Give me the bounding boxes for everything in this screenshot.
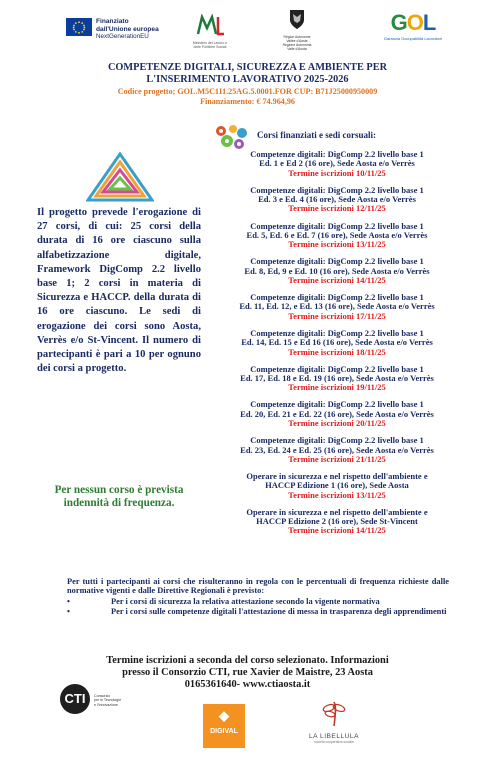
certification-notes (67, 577, 449, 616)
list-item-text: Per i corsi di sicurezza la relativa attestazione secondo la vigente normativa (111, 597, 380, 607)
course-title: Competenze digitali: DigComp 2.2 livello base 1 (250, 220, 424, 231)
bullet-icon: • (67, 597, 70, 607)
course-deadline: Termine iscrizioni 10/11/25 (288, 167, 386, 178)
course-title: Competenze digitali: DigComp 2.2 livello base 1 (250, 149, 424, 159)
course-title: Competenze digitali: DigComp 2.2 livello base 1 (250, 327, 424, 338)
page-title-line2: L'INSERIMENTO LAVORATIVO 2025-2026 (146, 74, 349, 85)
region-line3: Regione Autonoma (282, 43, 312, 47)
course-deadline: Termine iscrizioni 14/11/25 (288, 525, 386, 536)
course-item (206, 508, 468, 536)
course-item (206, 329, 468, 357)
course-editions: Ed. 20, Ed. 21 e Ed. 22 (16 ore), Sede Aosta e/o Verrès (240, 408, 434, 419)
course-deadline: Termine iscrizioni 21/11/25 (288, 453, 386, 464)
region-line2: Vallée d'Aoste (286, 39, 308, 43)
libellula-name: LA LIBELLULA (309, 733, 359, 740)
list-item (67, 597, 449, 606)
course-editions: Ed. 5, Ed. 6 e Ed. 7 (16 ore), Sede Aosta e/o Verrès (246, 229, 428, 240)
course-title: Operare in sicurezza e nel rispetto dell'ambiente e (246, 471, 428, 482)
course-title: Competenze digitali: DigComp 2.2 livello base 1 (250, 399, 424, 410)
project-description: Il progetto prevede l'erogazione di 27 corsi, di cui: 25 corsi della durata di 16 ore ciascuno sulla alfabetizzazione digitale, Framework DigComp 2.2 livello base 1; 2 corsi in materia di Sicurezza e HACCP. della durata di 16 ore ciascuno. Le sedi di erogazione dei corsi sono Aosta, Verrès e/o St-Vincent. Il numero di partecipanti è pari a 10 per ognuno dei corsi a progetto. (37, 207, 201, 375)
course-editions: Ed. 8, Ed, 9 e Ed. 10 (16 ore), Sede Aosta e/o Verrès (244, 265, 430, 276)
course-item (206, 150, 468, 178)
course-title: Operare in sicurezza e nel rispetto dell'ambiente e (246, 506, 428, 517)
course-item (206, 436, 468, 464)
ministry-caption: Ministero del Lavoro e delle Politiche Sociali (192, 41, 228, 49)
course-editions: Ed. 23, Ed. 24 e Ed. 25 (16 ore), Sede Aosta e/o Verrès (240, 444, 434, 455)
notes-intro: Per tutti i partecipanti ai corsi che risulteranno in regola con le percentuali di frequenza richieste dalle normative vigenti e dalle Direttive Regionali è previsto: (67, 577, 449, 596)
course-item (206, 222, 468, 250)
eu-text-line2: dall'Unione europea (96, 25, 159, 33)
cti-caption2: per le Tecnologie (94, 698, 122, 703)
course-editions: HACCP Edizione 1 (16 ore), Sede Aosta (265, 480, 409, 491)
course-editions: Ed. 11, Ed. 12, e Ed. 13 (16 ore), Sede Aosta e/o Verrès (239, 301, 435, 312)
gol-letter-o: O (406, 10, 423, 35)
course-deadline: Termine iscrizioni 12/11/25 (288, 203, 386, 214)
gol-logo (376, 12, 450, 41)
cti-mark: CTI (60, 684, 90, 714)
digival-symbol-icon: ◆ (219, 708, 229, 723)
course-editions: Ed. 1 e Ed 2 (16 ore), Sede Aosta e/o Verrès (259, 158, 415, 169)
cti-caption3: e l'Innovazione (94, 702, 118, 707)
course-editions: Ed. 3 e Ed. 4 (16 ore), Sede Aosta e/o Verrès (258, 194, 416, 205)
course-title: Competenze digitali: DigComp 2.2 livello base 1 (250, 292, 424, 303)
course-deadline: Termine iscrizioni 18/11/25 (288, 346, 386, 357)
contact-line2: presso il Consorzio CTI, rue Xavier de Maistre, 23 Aosta (122, 667, 373, 678)
course-editions: Ed. 14, Ed. 15 e Ed 16 (16 ore), Sede Aosta e/o Verrès (241, 337, 433, 348)
libellula-logo (303, 700, 365, 744)
cti-logo (60, 684, 130, 724)
course-item (206, 293, 468, 321)
list-item-text: Per i corsi sulle competenze digitali l'attestazione di messa in trasparenza degli apprendimenti (111, 606, 447, 616)
course-deadline: Termine iscrizioni 20/11/25 (288, 418, 386, 429)
eu-text-line3: NextGenerationEU (96, 33, 149, 40)
courses-list (206, 150, 468, 544)
bullet-icon: • (67, 606, 70, 616)
region-line4: Valle d'Aosta (287, 47, 307, 51)
gears-icon (213, 123, 249, 151)
region-crest-icon (288, 8, 306, 30)
course-item (206, 365, 468, 393)
course-title: Competenze digitali: DigComp 2.2 livello base 1 (250, 363, 424, 374)
dragonfly-icon (322, 700, 346, 728)
course-deadline: Termine iscrizioni 14/11/25 (288, 274, 386, 285)
notes-list (67, 597, 449, 615)
page-title-line1: COMPETENZE DIGITALI, SICUREZZA E AMBIENTE PER (107, 62, 388, 73)
gol-letter-l: L (422, 10, 436, 35)
funding-amount: Finanziamento: € 74.964,96 (200, 97, 295, 106)
course-deadline: Termine iscrizioni 13/11/25 (288, 239, 386, 250)
contact-line1: Termine iscrizioni a seconda del corso selezionato. Informazioni (106, 655, 389, 666)
course-editions: HACCP Edizione 2 (16 ore), Sede St-Vincent (256, 516, 418, 527)
course-item (206, 400, 468, 428)
region-line1: Région Autonome (283, 35, 311, 39)
course-editions: Ed. 17, Ed. 18 e Ed. 19 (16 ore), Sede Aosta e/o Verrès (240, 372, 434, 383)
course-deadline: Termine iscrizioni 13/11/25 (288, 489, 386, 500)
cti-caption1: Consorzio (94, 694, 111, 698)
course-deadline: Termine iscrizioni 19/11/25 (288, 382, 386, 393)
triangle-logo-icon (86, 152, 154, 202)
region-logo (276, 8, 318, 51)
project-code: Codice progetto; GOL.M5C1I1.25AG.5.0001.FOR CUP: B71J25000950009 (117, 87, 378, 96)
digival-text: DIGIVAL (210, 728, 238, 735)
list-item (67, 607, 449, 616)
eu-funding-logo (66, 18, 159, 41)
course-item (206, 257, 468, 285)
frequency-note: Per nessun corso è prevista indennità di frequenza. (54, 484, 184, 509)
course-item (206, 472, 468, 500)
course-deadline: Termine iscrizioni 17/11/25 (288, 310, 386, 321)
libellula-caption: società cooperativa sociale (314, 740, 354, 744)
gol-letter-g: G (390, 10, 407, 35)
courses-heading: Corsi finanziati e sedi corsuali: (257, 130, 376, 140)
course-title: Competenze digitali: DigComp 2.2 livello base 1 (250, 256, 424, 267)
title-block (60, 62, 435, 107)
course-title: Competenze digitali: DigComp 2.2 livello base 1 (250, 435, 424, 446)
eu-flag-icon (66, 18, 92, 36)
course-title: Competenze digitali: DigComp 2.2 livello base 1 (250, 184, 424, 195)
ministry-logo (190, 14, 230, 49)
digival-logo (203, 704, 245, 748)
gol-subtitle: Garanzia Occupabilità Lavoratori (383, 36, 443, 41)
ministry-emblem-icon (194, 14, 226, 36)
contact-line3: 0165361640- www.ctiaosta.it (184, 679, 311, 690)
header-logos (0, 8, 495, 52)
eu-text-line1: Finanziato (96, 18, 129, 25)
course-item (206, 186, 468, 214)
